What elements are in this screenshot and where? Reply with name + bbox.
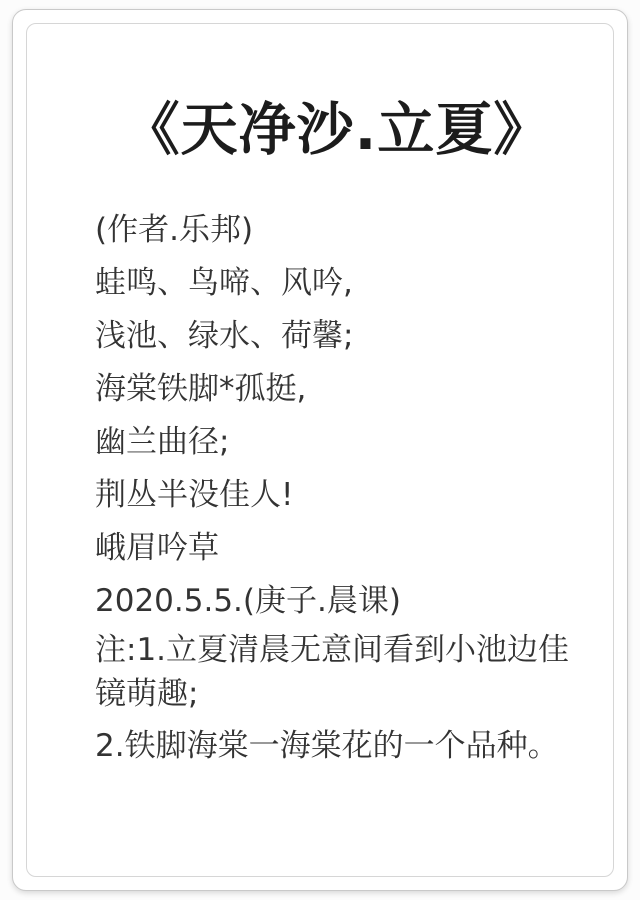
author-line: (作者.乐邦) bbox=[95, 212, 254, 248]
poem-line: 幽兰曲径; bbox=[95, 424, 230, 460]
signature-line: 峨眉吟草 bbox=[95, 530, 219, 566]
poem-card bbox=[12, 9, 628, 891]
poem-content bbox=[13, 10, 627, 768]
poem-title: 《天净沙.立夏》 bbox=[122, 97, 552, 163]
poem-line: 海棠铁脚*孤挺, bbox=[95, 371, 307, 407]
poem-line: 荆丛半没佳人! bbox=[95, 477, 294, 513]
note-line: 2.铁脚海棠一海棠花的一个品种。 bbox=[95, 728, 559, 764]
note-line: 镜萌趣; bbox=[95, 676, 199, 712]
poem-line: 蛙鸣、鸟啼、风吟, bbox=[95, 265, 353, 301]
poem-line: 浅池、绿水、荷馨; bbox=[95, 318, 354, 354]
date-line: 2020.5.5.(庚子.晨课) bbox=[95, 583, 401, 619]
note-line: 注:1.立夏清晨无意间看到小池边佳 bbox=[95, 632, 570, 668]
